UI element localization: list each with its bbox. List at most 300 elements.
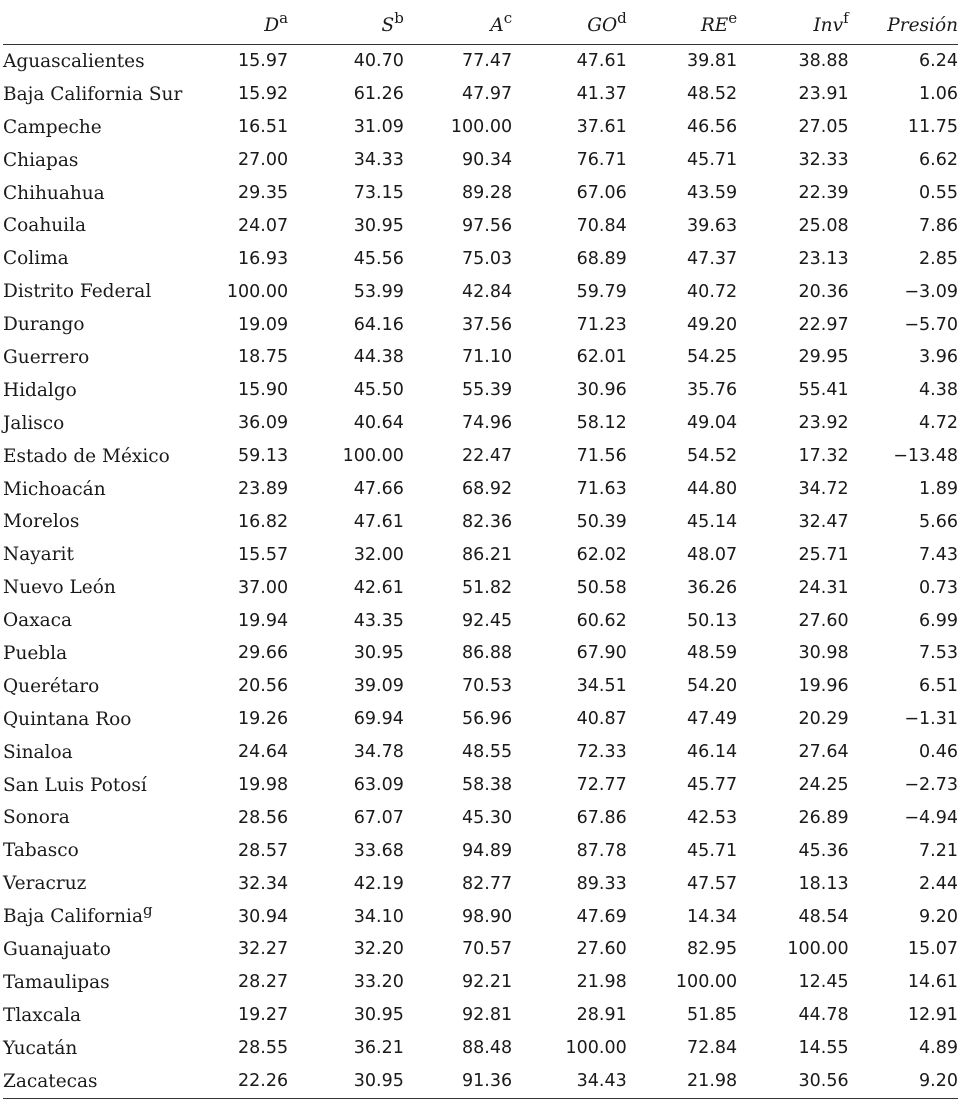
value-cell: 25.71: [798, 544, 849, 565]
table-row: [3, 1065, 958, 1098]
state-name: Zacatecas: [3, 1070, 98, 1092]
state-name-cell: [3, 966, 217, 999]
table-row: [3, 440, 958, 473]
state-name: Veracruz: [3, 873, 87, 895]
state-name-cell: [3, 1065, 217, 1098]
value-cell: 59.79: [576, 281, 627, 302]
state-name-cell: [3, 933, 217, 966]
value-cell: 1.06: [919, 84, 958, 105]
value-cell: 48.07: [687, 544, 738, 565]
value-cell: 27.60: [798, 610, 849, 631]
value-cell: 72.77: [576, 775, 627, 796]
value-cell: 28.27: [237, 972, 289, 993]
value-cell: 72.84: [687, 1038, 738, 1059]
value-cell: 62.02: [576, 544, 627, 565]
state-name-cell: [3, 571, 217, 604]
value-cell: 43.35: [353, 610, 404, 631]
value-cell: 34.43: [576, 1071, 627, 1092]
state-name: Quintana Roo: [3, 708, 132, 730]
value-cell: 75.03: [461, 248, 513, 269]
value-cell: 69.94: [353, 709, 404, 730]
value-cell: 21.98: [576, 972, 627, 993]
value-cell: 4.72: [919, 413, 958, 434]
column-header-label: D: [264, 14, 280, 36]
value-cell: 27.00: [237, 150, 289, 171]
value-cell: 54.25: [687, 347, 738, 368]
state-name-cell: [3, 473, 217, 506]
value-cell: 48.54: [798, 906, 849, 927]
state-name-cell: [3, 78, 217, 111]
state-name-cell: [3, 111, 217, 144]
state-name: Durango: [3, 314, 85, 336]
value-cell: 47.66: [353, 479, 404, 500]
value-cell: 45.71: [687, 150, 738, 171]
value-cell: 46.56: [687, 117, 738, 138]
value-cell: 18.13: [798, 873, 849, 894]
value-cell: 45.56: [353, 248, 404, 269]
state-name: Michoacán: [3, 478, 106, 500]
value-cell: 54.52: [687, 446, 738, 467]
value-cell: 11.75: [907, 117, 958, 138]
table-body: [3, 45, 958, 1099]
column-header-footnote-marker: b: [394, 8, 404, 27]
value-cell: 100.00: [675, 972, 738, 993]
value-cell: 50.13: [687, 610, 738, 631]
value-cell: 3.96: [919, 347, 958, 368]
value-cell: 44.80: [687, 479, 738, 500]
table-row: [3, 670, 958, 703]
value-cell: 41.37: [576, 84, 627, 105]
state-name-cell: [3, 1032, 217, 1065]
state-name: Oaxaca: [3, 610, 73, 632]
value-cell: 19.94: [237, 610, 289, 631]
state-name: Baja California Sur: [3, 83, 183, 105]
state-name: Yucatán: [3, 1037, 78, 1059]
table-row: [3, 1032, 958, 1065]
value-cell: −1.31: [904, 709, 958, 730]
value-cell: 49.04: [687, 413, 738, 434]
value-cell: 71.63: [576, 479, 627, 500]
value-cell: 16.93: [237, 248, 289, 269]
state-name: Chiapas: [3, 149, 79, 171]
value-cell: 71.23: [576, 314, 627, 335]
value-cell: 100.00: [450, 117, 513, 138]
value-cell: 77.47: [461, 51, 513, 72]
state-name-cell: [3, 45, 217, 78]
value-cell: 36.09: [237, 413, 289, 434]
column-header-footnote-marker: a: [279, 8, 289, 27]
state-name: Hidalgo: [3, 379, 77, 401]
value-cell: 50.58: [576, 577, 627, 598]
table-row: [3, 144, 958, 177]
value-cell: 89.28: [461, 183, 513, 203]
value-cell: 34.72: [798, 479, 849, 500]
value-cell: 47.69: [576, 906, 627, 927]
state-name-cell: [3, 242, 217, 275]
table-row: [3, 341, 958, 374]
value-cell: −3.09: [904, 281, 958, 302]
value-cell: 54.20: [687, 676, 738, 697]
table-row: [3, 111, 958, 144]
state-name: Querétaro: [3, 675, 100, 697]
value-cell: 23.91: [798, 84, 849, 105]
value-cell: 26.89: [798, 807, 849, 828]
state-name: Chihuahua: [3, 182, 105, 204]
value-cell: 86.21: [461, 544, 513, 565]
table-row: [3, 736, 958, 769]
state-name-cell: [3, 670, 217, 703]
value-cell: 4.38: [919, 380, 958, 401]
state-name-cell: [3, 407, 217, 440]
state-name-cell: [3, 637, 217, 670]
table-row: [3, 374, 958, 407]
table-row: [3, 966, 958, 999]
state-name: Guerrero: [3, 346, 90, 368]
presion-column-header: [849, 6, 958, 45]
state-name-cell: [3, 736, 217, 769]
table-row: [3, 933, 958, 966]
value-cell: 15.07: [907, 939, 958, 960]
table-row: [3, 604, 958, 637]
value-cell: −2.73: [904, 775, 958, 796]
value-cell: 24.31: [798, 577, 849, 598]
state-name: Tlaxcala: [3, 1004, 82, 1026]
value-cell: 97.56: [461, 215, 513, 236]
value-cell: 2.85: [919, 248, 958, 269]
value-cell: 47.49: [687, 709, 738, 730]
value-cell: 51.85: [687, 1005, 738, 1026]
value-cell: 42.84: [461, 281, 513, 302]
column-header-label: GO: [587, 14, 618, 36]
value-cell: 47.61: [576, 51, 627, 72]
value-cell: 19.09: [237, 314, 289, 335]
state-name-cell: [3, 834, 217, 867]
value-cell: 34.10: [353, 906, 404, 927]
value-cell: 50.39: [576, 511, 627, 532]
value-cell: 23.13: [798, 248, 849, 269]
state-name-cell: [3, 505, 217, 538]
value-cell: 7.21: [919, 840, 958, 861]
table-row: [3, 637, 958, 670]
value-cell: 6.24: [919, 51, 958, 72]
value-cell: 100.00: [565, 1038, 627, 1059]
value-cell: 98.90: [461, 906, 513, 927]
value-cell: 64.16: [353, 314, 404, 335]
value-cell: 47.57: [687, 873, 738, 894]
value-cell: 16.82: [237, 511, 289, 532]
value-cell: 39.09: [353, 676, 404, 697]
value-cell: 72.33: [576, 742, 627, 763]
value-cell: 39.81: [687, 51, 738, 72]
value-cell: 7.86: [919, 215, 958, 236]
value-cell: 91.36: [461, 1071, 513, 1092]
value-cell: 6.62: [919, 150, 958, 171]
value-cell: 82.95: [687, 939, 738, 960]
value-cell: 92.21: [461, 972, 513, 993]
state-name: Distrito Federal: [3, 281, 152, 303]
value-cell: 49.20: [687, 314, 738, 335]
value-cell: 30.56: [798, 1071, 849, 1092]
state-name-cell: [3, 703, 217, 736]
value-cell: 45.36: [798, 840, 849, 861]
value-cell: 30.95: [353, 643, 404, 664]
value-cell: 27.60: [576, 939, 627, 960]
value-cell: 94.89: [461, 840, 513, 861]
value-cell: 44.78: [798, 1005, 849, 1026]
value-cell: 7.53: [919, 643, 958, 664]
value-cell: 71.10: [461, 347, 513, 368]
state-name-cell: [3, 275, 217, 308]
value-cell: 23.92: [798, 413, 849, 434]
value-cell: 30.96: [576, 380, 627, 401]
state-name-cell: [3, 308, 217, 341]
value-cell: 24.25: [798, 775, 849, 796]
column-header-label: RE: [700, 14, 729, 36]
value-cell: 32.34: [237, 873, 289, 894]
value-cell: 73.15: [353, 183, 404, 203]
value-cell: 34.51: [576, 676, 627, 697]
value-cell: 53.99: [353, 281, 404, 302]
value-cell: 47.61: [353, 511, 404, 532]
value-cell: 55.41: [798, 380, 849, 401]
value-cell: 15.92: [237, 84, 289, 105]
state-name-cell: [3, 900, 217, 933]
value-cell: 33.20: [353, 972, 404, 993]
value-cell: 60.62: [576, 610, 627, 631]
inv-column-header: [737, 6, 848, 45]
table-row: [3, 275, 958, 308]
value-cell: 40.70: [353, 51, 404, 72]
value-cell: 28.57: [237, 840, 289, 861]
column-header-footnote-marker: d: [617, 8, 627, 27]
value-cell: 70.53: [461, 676, 513, 697]
state-name-cell: [3, 440, 217, 473]
column-header-label: A: [490, 14, 504, 36]
value-cell: 47.37: [687, 248, 738, 269]
state-name-cell: [3, 144, 217, 177]
value-cell: 45.77: [687, 775, 738, 796]
value-cell: 44.38: [353, 347, 404, 368]
value-cell: 35.76: [687, 380, 738, 401]
value-cell: 25.08: [798, 215, 849, 236]
state-name-cell: [3, 538, 217, 571]
value-cell: 90.34: [461, 150, 513, 171]
value-cell: 58.12: [576, 413, 627, 434]
value-cell: 30.95: [353, 215, 404, 236]
value-cell: 86.88: [461, 643, 513, 664]
table-row: [3, 703, 958, 736]
value-cell: 36.26: [687, 577, 738, 598]
value-cell: 19.96: [798, 676, 849, 697]
table-header: [3, 6, 958, 45]
value-cell: 76.71: [576, 150, 627, 171]
state-name: Nuevo León: [3, 577, 116, 599]
column-header-footnote-marker: f: [843, 8, 849, 27]
state-name: Aguascalientes: [3, 50, 145, 72]
value-cell: 9.20: [919, 1071, 958, 1092]
value-cell: 23.89: [237, 479, 289, 500]
value-cell: 68.92: [461, 479, 513, 500]
value-cell: 19.27: [237, 1005, 289, 1026]
value-cell: 45.50: [353, 380, 404, 401]
value-cell: 12.45: [798, 972, 849, 993]
state-name-cell: [3, 374, 217, 407]
value-cell: 48.59: [687, 643, 738, 664]
value-cell: 87.78: [576, 840, 627, 861]
value-cell: 5.66: [919, 511, 958, 532]
value-cell: 28.56: [237, 807, 289, 828]
value-cell: 82.77: [461, 873, 513, 894]
value-cell: 34.33: [353, 150, 404, 171]
value-cell: 88.48: [461, 1038, 513, 1059]
table-row: [3, 571, 958, 604]
value-cell: 27.64: [798, 742, 849, 763]
value-cell: 42.19: [353, 873, 404, 894]
state-name-cell: [3, 801, 217, 834]
state-name: Campeche: [3, 116, 102, 138]
state-column-header: [3, 6, 217, 45]
value-cell: 32.33: [798, 150, 849, 171]
state-name: Tamaulipas: [3, 971, 110, 993]
value-cell: 0.46: [919, 742, 958, 763]
value-cell: 6.99: [919, 610, 958, 631]
value-cell: 32.27: [237, 939, 289, 960]
value-cell: 2.44: [919, 873, 958, 894]
value-cell: 19.98: [237, 775, 289, 796]
value-cell: 16.51: [237, 117, 289, 138]
value-cell: 33.68: [353, 840, 404, 861]
value-cell: 45.14: [687, 511, 738, 532]
value-cell: 20.56: [237, 676, 289, 697]
value-cell: 30.95: [353, 1005, 404, 1026]
column-header-footnote-marker: e: [728, 8, 738, 27]
state-name: Coahuila: [3, 215, 87, 237]
value-cell: 70.57: [461, 939, 513, 960]
value-cell: 61.26: [353, 84, 404, 105]
table-row: [3, 769, 958, 802]
value-cell: 58.38: [461, 775, 513, 796]
value-cell: 38.88: [798, 51, 849, 72]
value-cell: 20.36: [798, 281, 849, 302]
value-cell: 45.71: [687, 840, 738, 861]
value-cell: 15.57: [237, 544, 289, 565]
table-row: [3, 867, 958, 900]
value-cell: −4.94: [904, 807, 958, 828]
value-cell: 32.20: [353, 939, 404, 960]
state-name-cell: [3, 341, 217, 374]
value-cell: 37.61: [576, 117, 627, 138]
value-cell: 22.39: [798, 183, 849, 203]
value-cell: 7.43: [919, 544, 958, 565]
value-cell: 37.56: [461, 314, 513, 335]
value-cell: 67.86: [576, 807, 627, 828]
value-cell: 71.56: [576, 446, 627, 467]
s-column-header: [288, 6, 404, 45]
value-cell: 48.52: [687, 84, 738, 105]
table-row: [3, 473, 958, 506]
d-column-header: [217, 6, 288, 45]
state-name: Colima: [3, 248, 69, 270]
state-name-cell: [3, 604, 217, 637]
value-cell: 67.07: [353, 807, 404, 828]
a-column-header: [404, 6, 512, 45]
table-row: [3, 209, 958, 242]
value-cell: 20.29: [798, 709, 849, 730]
table-row: [3, 407, 958, 440]
column-header-footnote-marker: c: [503, 8, 513, 27]
value-cell: 100.00: [226, 281, 289, 302]
table-row: [3, 177, 958, 210]
state-indicators-table: [3, 6, 958, 1099]
value-cell: 68.89: [576, 248, 627, 269]
state-name-cell: [3, 769, 217, 802]
value-cell: 1.89: [919, 479, 958, 500]
state-name: Sonora: [3, 807, 70, 829]
value-cell: 62.01: [576, 347, 627, 368]
value-cell: 36.21: [353, 1038, 404, 1059]
state-name: Morelos: [3, 511, 80, 533]
value-cell: 92.81: [461, 1005, 513, 1026]
value-cell: 70.84: [576, 215, 627, 236]
value-cell: 17.32: [798, 446, 849, 467]
value-cell: 27.05: [798, 117, 849, 138]
table-row: [3, 78, 958, 111]
value-cell: 6.51: [919, 676, 958, 697]
table-row: [3, 45, 958, 78]
value-cell: 18.75: [237, 347, 289, 368]
value-cell: 30.94: [237, 906, 289, 927]
state-name: Estado de México: [3, 445, 170, 467]
table-row: [3, 308, 958, 341]
value-cell: 12.91: [907, 1005, 958, 1026]
state-footnote-marker: g: [142, 901, 153, 920]
value-cell: 40.72: [687, 281, 738, 302]
column-header-label: Presión: [887, 14, 958, 36]
value-cell: 30.95: [353, 1071, 404, 1092]
state-name: Guanajuato: [3, 938, 111, 960]
value-cell: 48.55: [461, 742, 513, 763]
value-cell: 24.07: [237, 215, 289, 236]
value-cell: 4.89: [919, 1038, 958, 1059]
value-cell: 59.13: [237, 446, 289, 467]
value-cell: 51.82: [461, 577, 513, 598]
value-cell: 0.55: [919, 183, 958, 203]
value-cell: −5.70: [904, 314, 958, 335]
value-cell: 63.09: [353, 775, 404, 796]
value-cell: 29.35: [237, 183, 289, 203]
value-cell: 32.00: [353, 544, 404, 565]
value-cell: 89.33: [576, 873, 627, 894]
state-name-cell: [3, 177, 217, 210]
value-cell: 92.45: [461, 610, 513, 631]
value-cell: 14.34: [687, 906, 738, 927]
value-cell: 43.59: [687, 183, 738, 203]
value-cell: 29.66: [237, 643, 289, 664]
state-name: Puebla: [3, 642, 68, 664]
value-cell: 42.53: [687, 807, 738, 828]
header-row: [3, 6, 958, 45]
value-cell: 42.61: [353, 577, 404, 598]
table-row: [3, 242, 958, 275]
value-cell: 28.55: [237, 1038, 289, 1059]
value-cell: 32.47: [798, 511, 849, 532]
re-column-header: [627, 6, 737, 45]
value-cell: 22.26: [237, 1071, 289, 1092]
column-header-label: Inv: [813, 14, 844, 36]
value-cell: 34.78: [353, 742, 404, 763]
column-header-label: S: [381, 14, 395, 36]
value-cell: 100.00: [342, 446, 404, 467]
